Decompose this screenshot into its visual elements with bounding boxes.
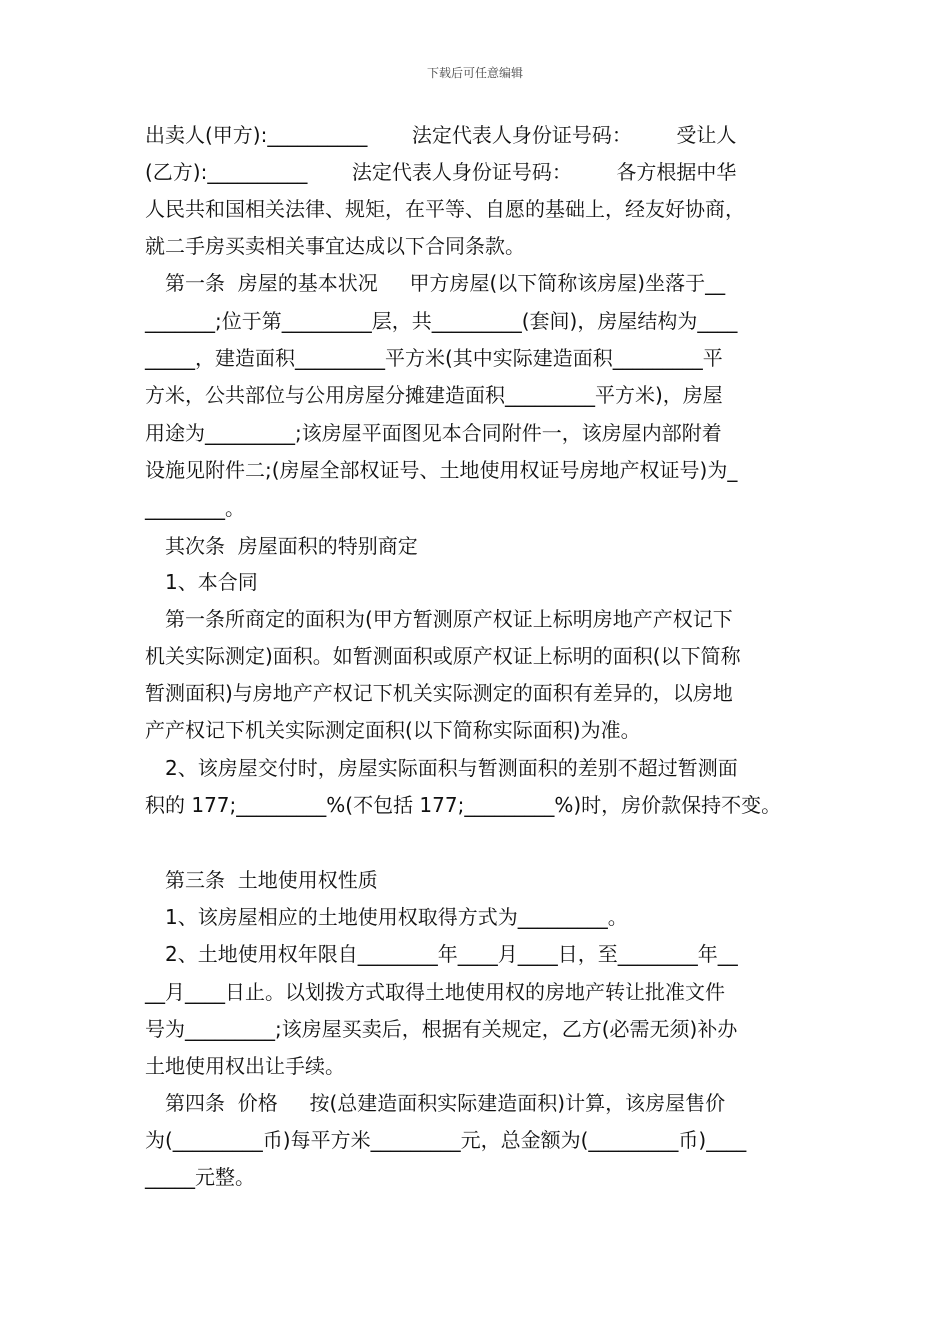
text-line: 方米，公共部位与公用房屋分摊建造面积_________平方米)，房屋 bbox=[145, 383, 723, 407]
text-line: 机关实际测定)面积。如暂测面积或原产权证上标明的面积(以下简称 bbox=[145, 644, 741, 668]
text-line: _____元整。 bbox=[145, 1165, 255, 1189]
article-3-heading: 第三条 土地使用权性质 bbox=[165, 868, 378, 892]
text-line: 出卖人(甲方):__________ 法定代表人身份证号码： 受让人 bbox=[145, 123, 737, 147]
text-line: 2、土地使用权年限自________年____月____日，至________年__ bbox=[165, 942, 738, 966]
article-1-heading: 第一条 房屋的基本状况 甲方房屋(以下简称该房屋)坐落于__ bbox=[165, 271, 726, 295]
text-line: 1、该房屋相应的土地使用权取得方式为_________。 bbox=[165, 905, 628, 929]
text-line: 第一条所商定的面积为(甲方暂测原产权证上标明房地产产权记下 bbox=[165, 607, 733, 631]
text-line: __月____日止。以划拨方式取得土地使用权的房地产转让批准文件 bbox=[145, 980, 725, 1004]
article-2-heading: 其次条 房屋面积的特别商定 bbox=[165, 534, 418, 558]
text-line: 人民共和国相关法律、规矩，在平等、自愿的基础上，经友好协商， bbox=[145, 197, 745, 221]
text-line: 为(_________币)每平方米_________元，总金额为(_________币)____ bbox=[145, 1128, 747, 1152]
page-header: 下载后可任意编辑 bbox=[426, 66, 523, 80]
text-line: 产产权记下机关实际测定面积(以下简称实际面积)为准。 bbox=[145, 718, 641, 742]
text-line: 用途为_________;该房屋平面图见本合同附件一，该房屋内部附着 bbox=[145, 421, 722, 445]
text-line: 号为_________;该房屋买卖后，根据有关规定，乙方(必需无须)补办 bbox=[145, 1017, 738, 1041]
text-line: 暂测面积)与房地产产权记下机关实际测定的面积有差异的，以房地 bbox=[145, 681, 733, 705]
text-line: 1、本合同 bbox=[165, 570, 258, 594]
text-line: 2、该房屋交付时，房屋实际面积与暂测面积的差别不超过暂测面 bbox=[165, 756, 738, 780]
text-line: _____，建造面积_________平方米(其中实际建造面积_________平 bbox=[145, 346, 723, 370]
text-line: _______;位于第_________层，共_________(套间)，房屋结构为____ bbox=[145, 309, 738, 333]
text-line: ________。 bbox=[145, 496, 245, 520]
text-line: 就二手房买卖相关事宜达成以下合同条款。 bbox=[145, 234, 525, 258]
text-line: (乙方):__________ 法定代表人身份证号码： 各方根据中华 bbox=[145, 160, 737, 184]
text-line: 土地使用权出让手续。 bbox=[145, 1054, 345, 1078]
text-line: 积的 177;_________%(不包括 177;_________%)时，房价款保持不变。 bbox=[145, 793, 782, 817]
article-4-heading: 第四条 价格 按(总建造面积实际建造面积)计算，该房屋售价 bbox=[165, 1091, 726, 1115]
text-line: 设施见附件二;(房屋全部权证号、土地使用权证号房地产权证号)为_ bbox=[145, 458, 738, 482]
